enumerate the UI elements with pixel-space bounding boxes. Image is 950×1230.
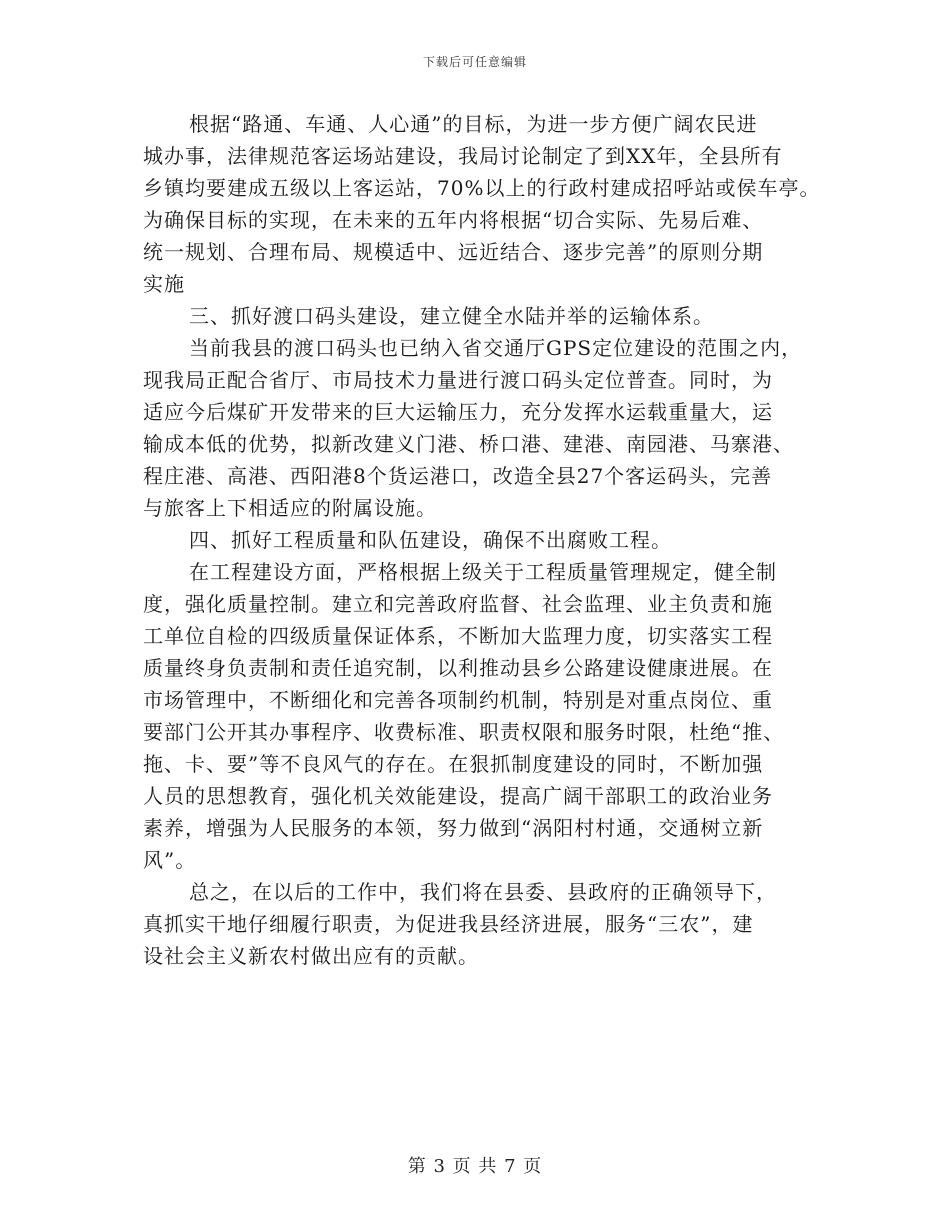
- text-line: 为确保目标的实现，在未来的五年内将根据“切合实际、先易后难、: [143, 208, 764, 232]
- page-footer: 第 3 页 共 7 页: [407, 1156, 543, 1177]
- text-line: 适应今后煤矿开发带来的巨大运输压力，充分发挥水运载重量大，运: [143, 400, 773, 424]
- text-line: 城办事，法律规范客运场站建设，我局讨论制定了到XX年，全县所有: [143, 144, 783, 168]
- text-line: 实施: [143, 272, 185, 296]
- text-line: 人员的思想教育，强化机关效能建设，提高广阔干部职工的政治业务: [143, 784, 773, 808]
- text-line: 输成本低的优势，拟新改建义门港、桥口港、建港、南园港、马寨港、: [143, 432, 794, 456]
- text-line: 乡镇均要建成五级以上客运站，70%以上的行政村建成招呼站或侯车亭。: [143, 176, 821, 200]
- text-line: 真抓实干地仔细履行职责，为促进我县经济进展，服务“三农”，建: [143, 912, 754, 936]
- text-line: 总之，在以后的工作中，我们将在县委、县政府的正确领导下，: [189, 880, 777, 904]
- text-line: 市场管理中，不断细化和完善各项制约机制，特别是对重点岗位、重: [143, 688, 773, 712]
- text-line: 度，强化质量控制。建立和完善政府监督、社会监理、业主负责和施: [143, 592, 773, 616]
- text-line: 程庄港、高港、西阳港8个货运港口，改造全县27个客运码头，完善: [143, 464, 773, 488]
- text-line: 根据“路通、车通、人心通”的目标，为进一步方便广阔农民进: [189, 112, 758, 136]
- text-line: 要部门公开其办事程序、收费标准、职责权限和服务时限，杜绝“推、: [143, 720, 785, 744]
- text-line: 在工程建设方面，严格根据上级关于工程质量管理规定，健全制: [189, 560, 777, 584]
- text-line: 现我局正配合省厅、市局技术力量进行渡口码头定位普查。同时，为: [143, 368, 773, 392]
- text-line: 风”。: [143, 848, 197, 872]
- text-line: 拖、卡、要”等不良风气的存在。在狠抓制度建设的同时，不断加强: [143, 752, 764, 776]
- document-body: [143, 108, 823, 972]
- text-line: 统一规划、合理布局、规模适中、远近结合、逐步完善”的原则分期: [143, 240, 764, 264]
- text-line: 设社会主义新农村做出应有的贡献。: [143, 944, 479, 968]
- text-line: 工单位自检的四级质量保证体系，不断加大监理力度，切实落实工程: [143, 624, 773, 648]
- text-line: 当前我县的渡口码头也已纳入省交通厅GPS定位建设的范围之内，: [189, 336, 803, 360]
- text-line: 质量终身负责制和责任追究制，以利推动县乡公路建设健康进展。在: [143, 656, 773, 680]
- text-line: 素养，增强为人民服务的本领，努力做到“涡阳村村通，交通树立新: [143, 816, 764, 840]
- section-heading: 三、抓好渡口码头建设，建立健全水陆并举的运输体系。: [189, 304, 714, 328]
- section-heading: 四、抓好工程质量和队伍建设，确保不出腐败工程。: [189, 528, 672, 552]
- text-line: 与旅客上下相适应的附属设施。: [143, 496, 437, 520]
- page-header: 下载后可任意编辑: [422, 55, 527, 69]
